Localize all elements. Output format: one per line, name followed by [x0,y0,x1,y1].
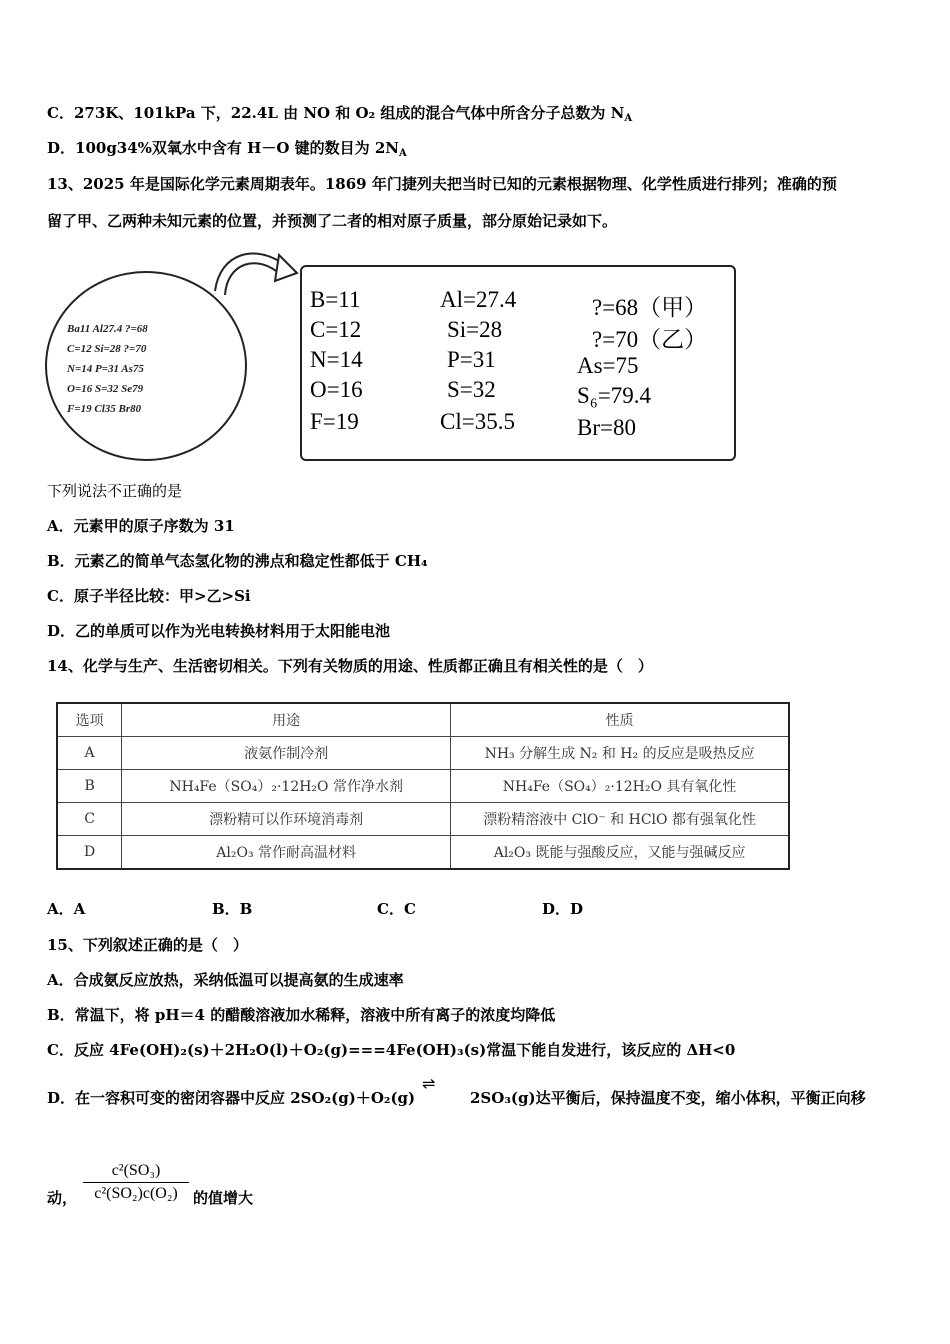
q13-option-a: A．元素甲的原子序数为 31 [47,517,235,535]
element-table-box [300,265,736,461]
element-cell: Br=80 [577,415,636,440]
q13-question: 下列说法不正确的是 [47,482,183,500]
table-header: 选项 [57,703,122,737]
q15-option-b: B．常温下，将 pH＝4 的醋酸溶液加水稀释，溶液中所有离子的浓度均降低 [47,1006,556,1024]
table-cell: A [57,737,122,770]
table-cell: 漂粉精溶液中 ClO⁻ 和 HClO 都有强氧化性 [451,803,789,836]
q15-option-d-tail-prefix: 动， [47,1189,78,1207]
fraction-numerator: c²(SO₃) [83,1162,189,1183]
element-cell: Si=28 [447,317,503,342]
q14-stem: 14、化学与生产、生活密切相关。下列有关物质的用途、性质都正确且有相关性的是（ ） [47,657,653,675]
q15-option-d-tail-suffix: 的值增大 [193,1189,254,1207]
scribble-line: F=19 Cl35 Br80 [67,403,142,415]
table-header: 性质 [451,703,789,737]
q14-option-d: D．D [542,900,584,918]
scribble-line: Ba11 Al27.4 ?=68 [67,323,148,335]
q14-option-c: C．C [377,900,416,918]
element-cell: Cl=35.5 [440,409,515,434]
table-header: 用途 [122,703,451,737]
table-cell: NH₄Fe（SO₄）₂·12H₂O 常作净水剂 [122,770,451,803]
element-cell: C=12 [310,317,362,342]
q15-stem: 15、下列叙述正确的是（ ） [47,936,248,954]
table-row [57,836,789,870]
table-row [57,803,789,836]
q14-option-a: A．A [47,900,86,918]
q13-stem-line1: 13、2025 年是国际化学元素周期表年。1869 年门捷列夫把当时已知的元素根据物理、化学性质进行排列；准确的预 [47,175,837,193]
element-cell: ?=70（乙） [592,327,708,352]
element-cell: F=19 [310,409,359,434]
q13-option-c: C．原子半径比较：甲>乙>Si [47,587,251,605]
scribble-line: C=12 Si=28 ?=70 [67,343,147,355]
table-cell: NH₄Fe（SO₄）₂·12H₂O 具有氧化性 [451,770,789,803]
q14-table [56,702,790,870]
element-cell: B=11 [310,287,361,312]
element-cell: P=31 [447,347,496,372]
element-cell: O=16 [310,377,363,402]
q15-option-c: C．反应 4Fe(OH)₂(s)＋2H₂O(l)＋O₂(g)===4Fe(OH)₃(s)常温下能自发进行，该反应的 ΔH<0 [47,1041,736,1059]
q12-option-d: D．100g34%双氧水中含有 H－O 键的数目为 $2N_A$ [47,139,407,159]
table-row [57,770,789,803]
element-cell: ?=68（甲） [592,295,708,320]
scribble-line: N=14 P=31 As75 [67,363,144,375]
element-cell: Al=27.4 [440,287,517,312]
mendeleev-record-figure [45,243,745,465]
element-cell: N=14 [310,347,363,372]
q12-option-c: C．273K、101kPa 下，22.4L 由 NO 和 O₂ 组成的混合气体中所含分子总数为 $N_A$ [47,104,633,124]
q13-stem-line2: 留了甲、乙两种未知元素的位置，并预测了二者的相对原子质量，部分原始记录如下。 [47,212,618,230]
element-cell: S=32 [447,377,496,402]
table-header-row [57,703,789,737]
concentration-fraction [83,1162,189,1203]
fraction-denominator: c²(SO₂)c(O₂) [94,1185,178,1202]
table-cell: 漂粉精可以作环境消毒剂 [122,803,451,836]
element-cell: As=75 [577,353,639,378]
q15-option-d-right: 2SO₃(g)达平衡后，保持温度不变，缩小体积，平衡正向移 [470,1089,866,1107]
table-cell: C [57,803,122,836]
q14-options [47,899,707,919]
table-cell: Al₂O₃ 既能与强酸反应，又能与强碱反应 [451,836,789,870]
q15-option-d-left: D．在一容积可变的密闭容器中反应 2SO₂(g)＋O₂(g) [47,1089,416,1107]
q14-option-b: B．B [212,900,253,918]
table-cell: 液氨作制冷剂 [122,737,451,770]
q13-option-b: B．元素乙的简单气态氢化物的沸点和稳定性都低于 CH₄ [47,552,428,570]
equilibrium-arrow-icon: ⇌ [422,1074,444,1093]
element-cell: S₆=79.4 [577,383,652,408]
table-cell: NH₃ 分解生成 N₂ 和 H₂ 的反应是吸热反应 [451,737,789,770]
scribble-line: O=16 S=32 Se79 [67,383,144,395]
q13-option-d: D．乙的单质可以作为光电转换材料用于太阳能电池 [47,622,391,640]
table-cell: Al₂O₃ 常作耐高温材料 [122,836,451,870]
table-cell: B [57,770,122,803]
table-cell: D [57,836,122,870]
q15-option-a: A．合成氨反应放热，采纳低温可以提高氨的生成速率 [47,971,404,989]
arrow-icon [195,243,305,303]
table-row [57,737,789,770]
